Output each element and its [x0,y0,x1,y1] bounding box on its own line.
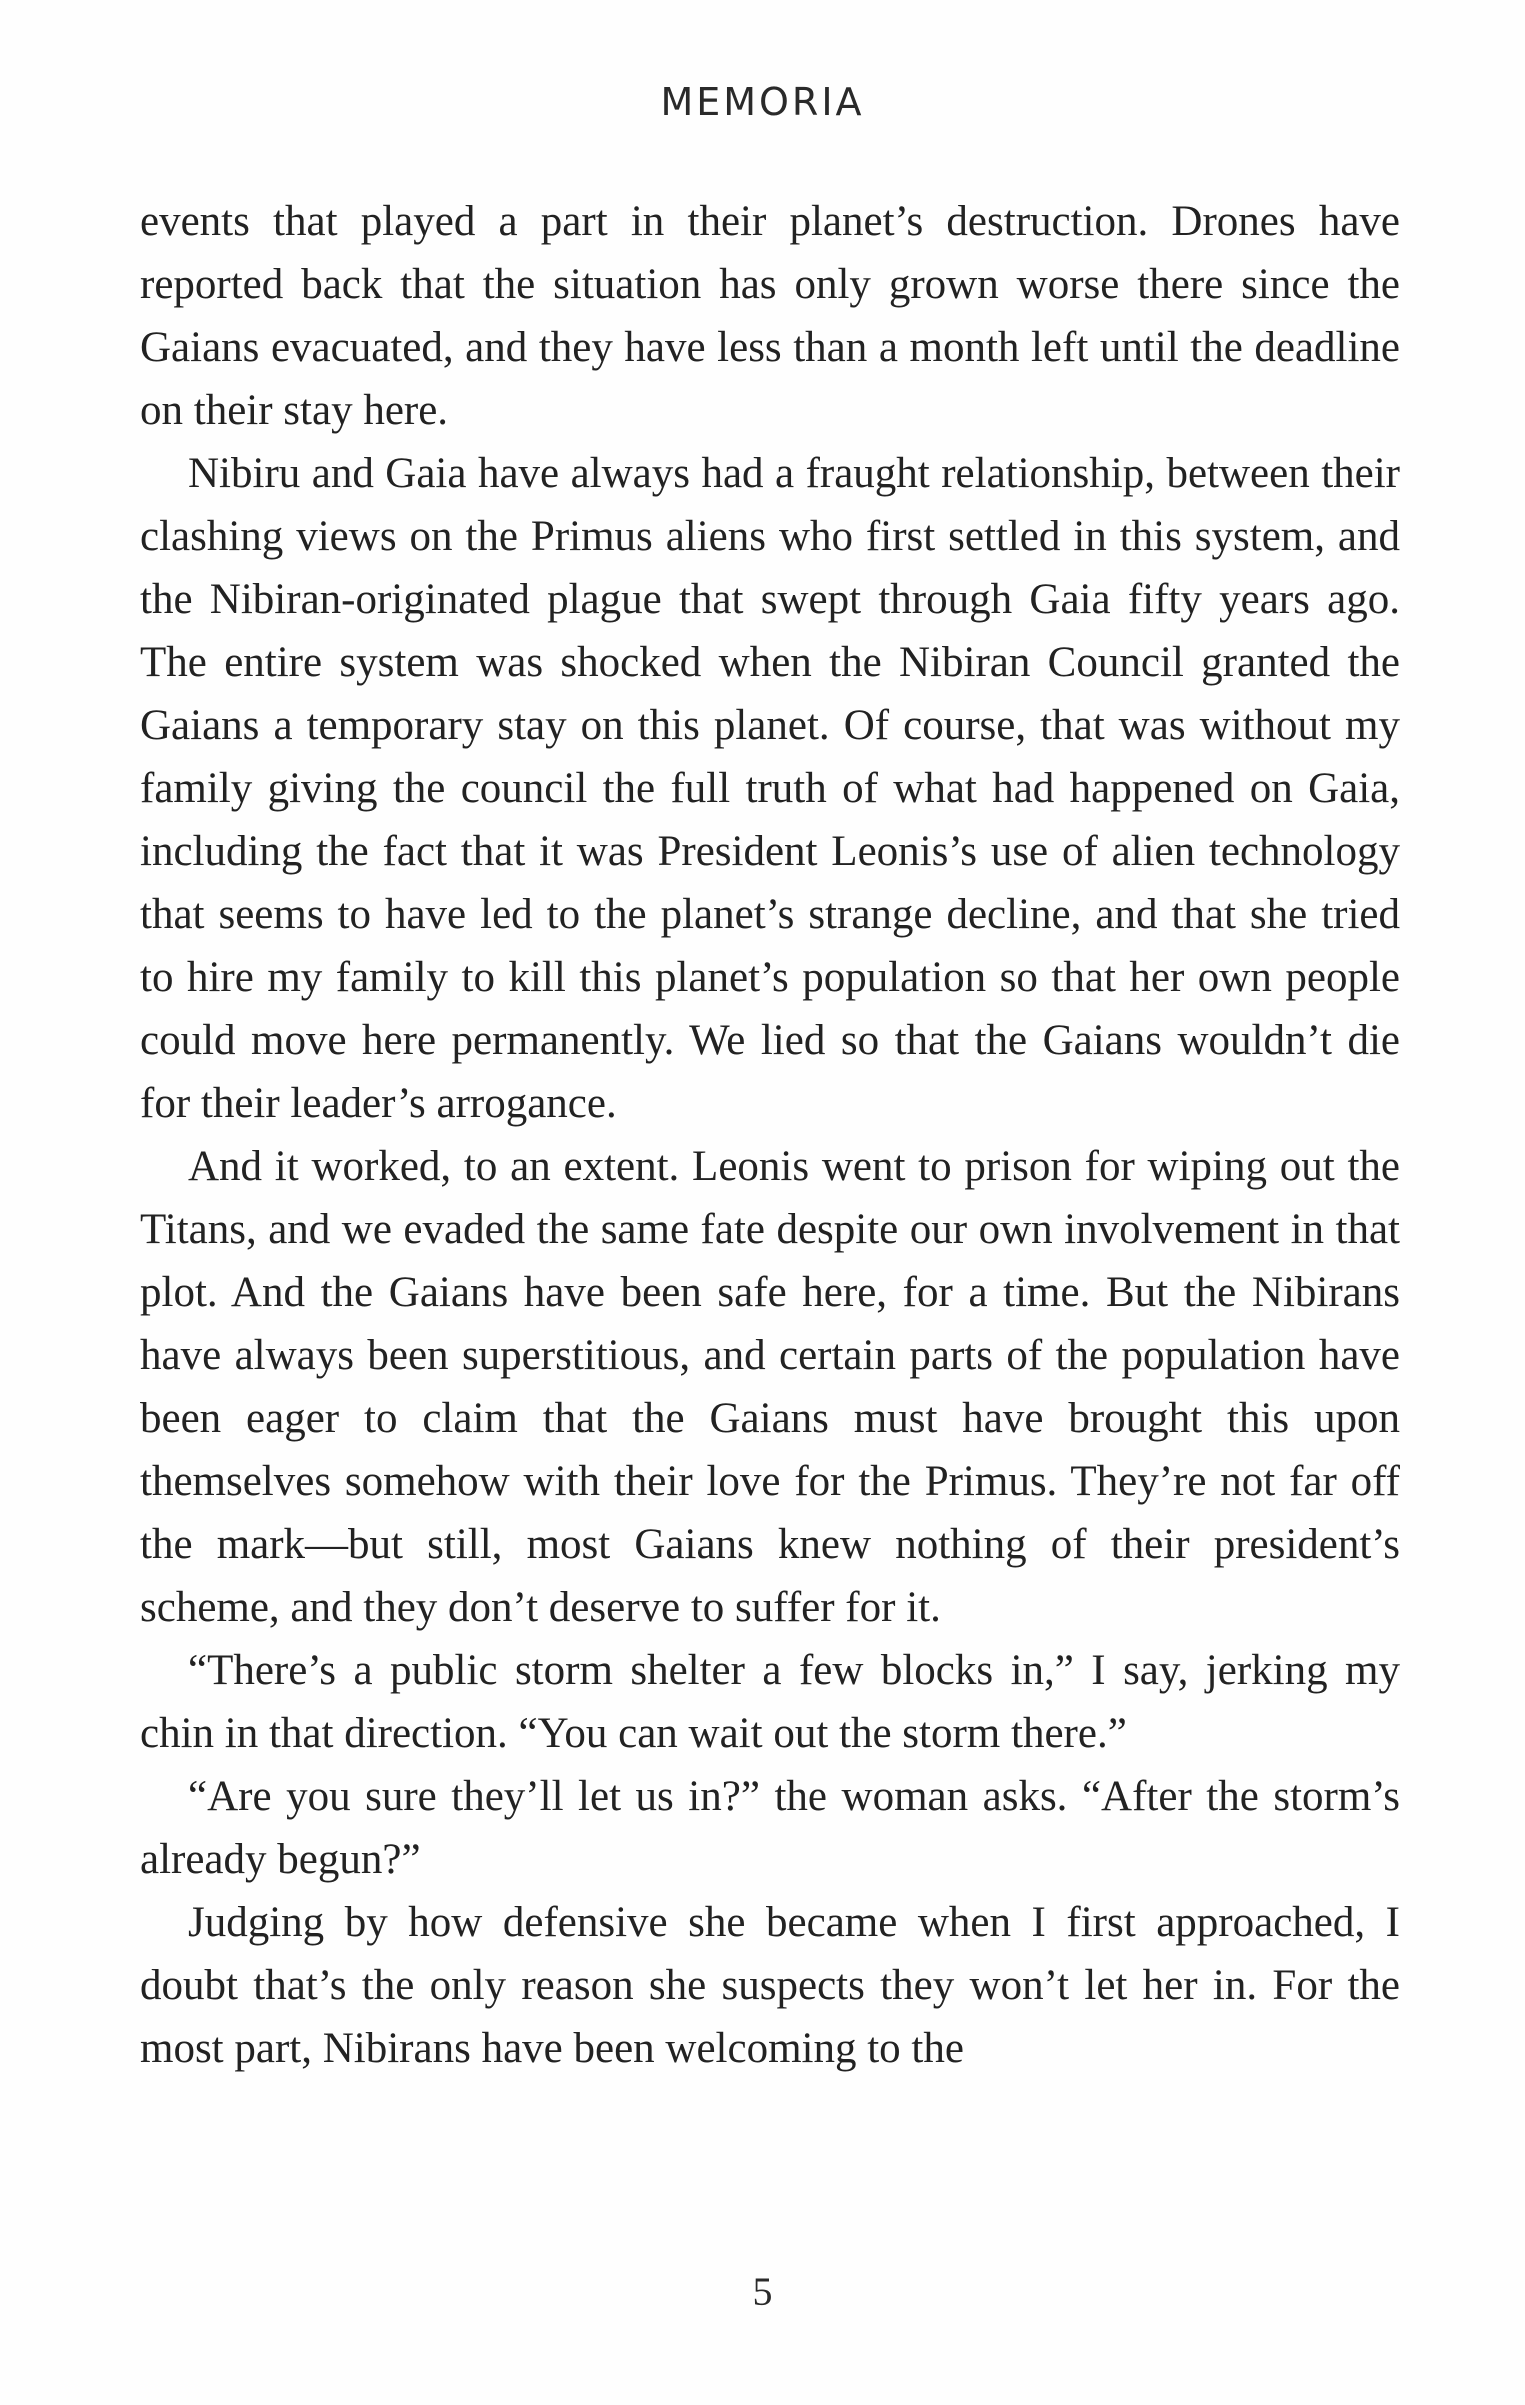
body-text [140,190,1400,2080]
paragraph: events that played a part in their planet’s destruction. Drones have reported back that the situation has only grown worse there since the Gaians evacuated, and they have less than a month left until the deadline on their stay here. [140,198,1400,434]
paragraph: And it worked, to an extent. Leonis went to prison for wiping out the Titans, and we evaded the same fate despite our own involvement in that plot. And the Gaians have been safe here, for a time. But the Nibirans have always been superstitious, and certain parts of the population have been eager to claim that the Gaians must have brought this upon themselves somehow with their love for the Primus. They’re not far off the mark—but still, most Gaians knew nothing of their president’s scheme, and they don’t deserve to suffer for it. [140,1143,1400,1631]
paragraph: Judging by how defensive she became when I first approached, I doubt that’s the only reason she suspects they won’t let her in. For the most part, Nibirans have been welcoming to the [140,1899,1400,2072]
paragraph: Nibiru and Gaia have always had a fraught relationship, between their clashing views on the Primus aliens who first settled in this system, and the Nibiran-originated plague that swept through Gaia fifty years ago. The entire system was shocked when the Nibiran Council granted the Gaians a temporary stay on this planet. Of course, that was without my family giving the council the full truth of what had happened on Gaia, including the fact that it was President Leonis’s use of alien technology that seems to have led to the planet’s strange decline, and that she tried to hire my family to kill this planet’s population so that her own people could move here permanently. We lied so that the Gaians wouldn’t die for their leader’s arrogance. [140,450,1400,1127]
page-number: 5 [752,2269,773,2314]
paragraph: “There’s a public storm shelter a few blocks in,” I say, jerking my chin in that direction. “You can wait out the storm there.” [140,1647,1400,1757]
paragraph: “Are you sure they’ll let us in?” the woman asks. “After the storm’s already begun?” [140,1773,1400,1883]
running-head: MEMORIA [660,80,865,124]
